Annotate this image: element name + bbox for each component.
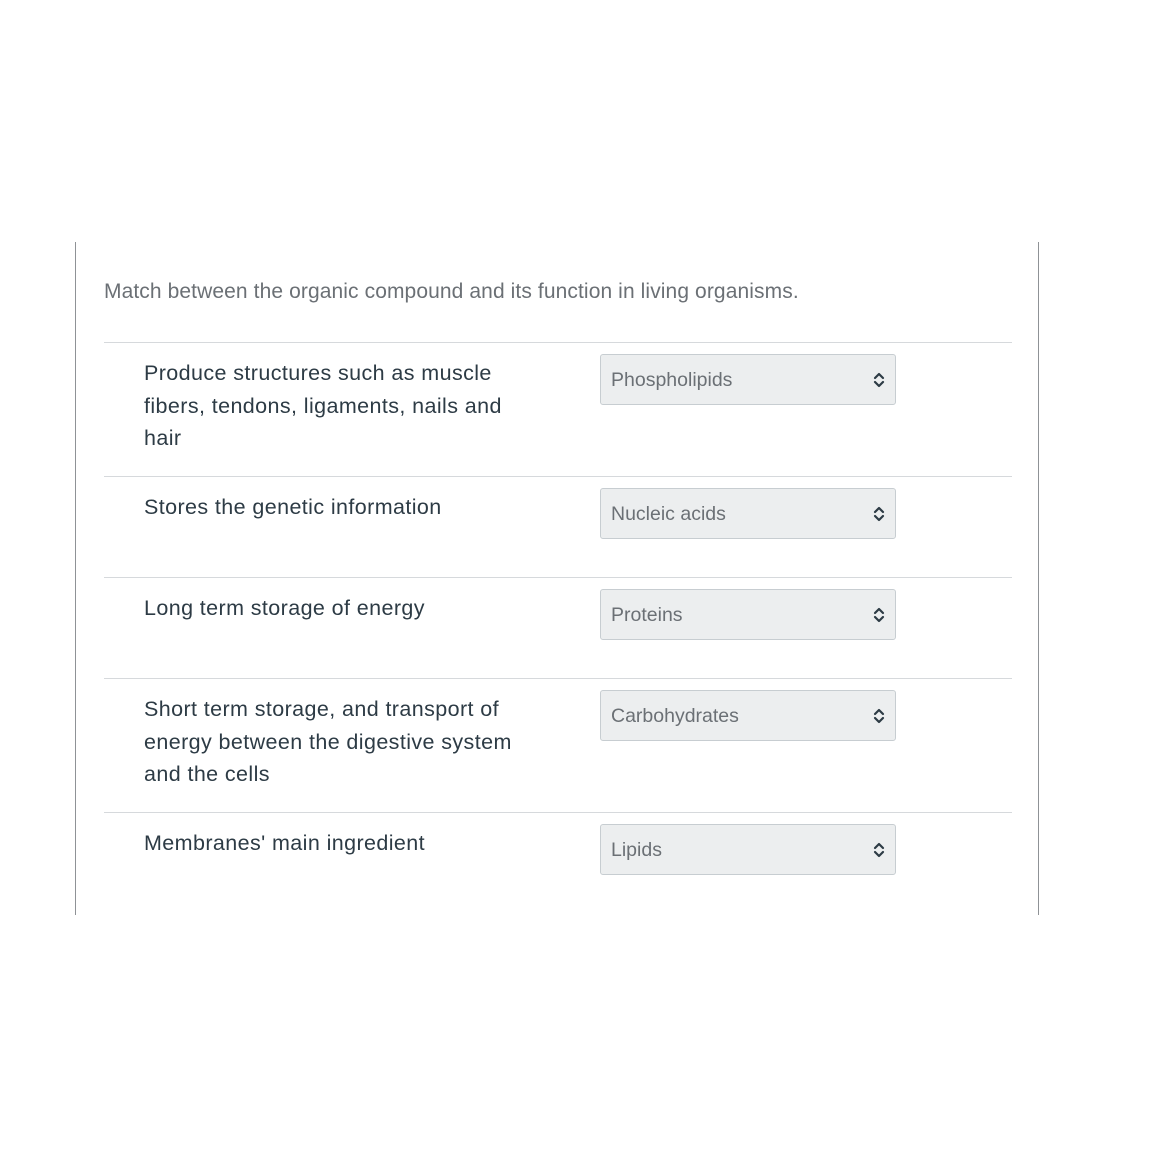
match-row bbox=[104, 476, 1012, 577]
chevron-up-down-icon bbox=[872, 370, 886, 390]
question-panel bbox=[75, 242, 1039, 915]
question-prompt: Match between the organic compound and its function in living organisms. bbox=[104, 280, 799, 303]
match-row-stem: Long term storage of energy bbox=[144, 596, 425, 620]
answer-dropdown[interactable] bbox=[600, 824, 896, 875]
match-row bbox=[104, 678, 1012, 812]
chevron-up-down-icon bbox=[872, 840, 886, 860]
chevron-up-down-icon bbox=[872, 706, 886, 726]
answer-dropdown[interactable] bbox=[600, 690, 896, 741]
match-row bbox=[104, 812, 1012, 922]
answer-dropdown-value: Phospholipids bbox=[611, 369, 733, 391]
answer-dropdown-value: Lipids bbox=[611, 839, 662, 861]
chevron-up-down-icon bbox=[872, 504, 886, 524]
match-row bbox=[104, 577, 1012, 678]
match-row bbox=[104, 342, 1012, 476]
match-row-stem: Membranes' main ingredient bbox=[144, 831, 425, 855]
answer-dropdown[interactable] bbox=[600, 354, 896, 405]
chevron-up-down-icon bbox=[872, 605, 886, 625]
match-row-stem: Stores the genetic information bbox=[144, 495, 442, 519]
answer-dropdown[interactable] bbox=[600, 589, 896, 640]
answer-dropdown[interactable] bbox=[600, 488, 896, 539]
match-row-stem: Short term storage, and transport of energy between the digestive system and the cells bbox=[144, 697, 512, 786]
match-row-stem: Produce structures such as muscle fibers, tendons, ligaments, nails and hair bbox=[144, 361, 502, 450]
answer-dropdown-value: Carbohydrates bbox=[611, 705, 739, 727]
matching-list bbox=[104, 342, 1012, 922]
answer-dropdown-value: Proteins bbox=[611, 604, 683, 626]
answer-dropdown-value: Nucleic acids bbox=[611, 503, 726, 525]
